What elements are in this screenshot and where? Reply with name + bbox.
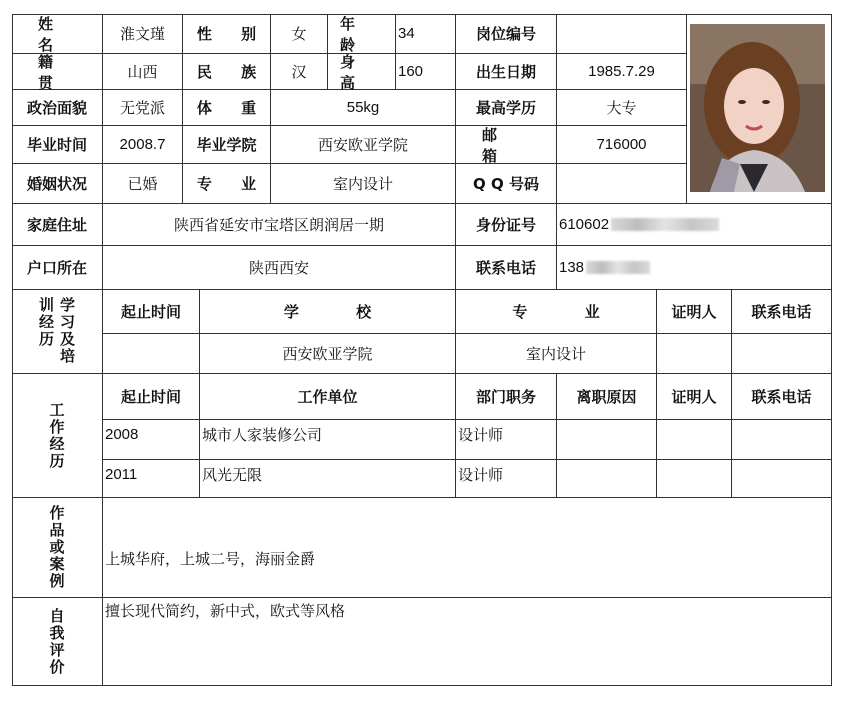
label-phone: 联系电话 (456, 246, 557, 290)
label-marital: 婚姻状况 (12, 164, 103, 204)
value-ethnic: 汉 (271, 54, 328, 90)
edu-row-period (103, 334, 200, 374)
value-id-no (557, 204, 832, 246)
edu-row-contact (732, 334, 832, 374)
label-weight: 体 重 (183, 90, 271, 126)
edu-header-contact: 联系电话 (732, 290, 832, 334)
label-hukou: 户口所在 (12, 246, 103, 290)
value-native: 山西 (103, 54, 183, 90)
label-qq: Q Q 号码 (456, 164, 557, 204)
id-no-visible: 610602 (559, 216, 610, 233)
label-works-section: 作品或案例 (12, 498, 103, 598)
edu-header-school: 学 校 (200, 290, 456, 334)
work-row-1-witness (657, 420, 732, 460)
label-politics: 政治面貌 (12, 90, 103, 126)
work-row-2-period: 2011 (103, 460, 200, 498)
value-education: 大专 (557, 90, 687, 126)
work-header-contact: 联系电话 (732, 374, 832, 420)
label-school: 毕业学院 (183, 126, 271, 164)
work-header-period: 起止时间 (103, 374, 200, 420)
value-politics: 无党派 (103, 90, 183, 126)
value-hukou: 陕西西安 (103, 246, 456, 290)
self-eval-content: 擅长现代简约，新中式，欧式等风格 (103, 598, 832, 686)
value-age: 34 (396, 14, 456, 54)
work-row-2-role: 设计师 (456, 460, 557, 498)
value-phone (557, 246, 832, 290)
label-self-section: 自我评价 (12, 598, 103, 686)
label-education: 最高学历 (456, 90, 557, 126)
label-native: 籍 贯 (12, 54, 103, 90)
label-major: 专 业 (183, 164, 271, 204)
value-birth: 1985.7.29 (557, 54, 687, 90)
value-address: 陕西省延安市宝塔区朗润居一期 (103, 204, 456, 246)
label-edu-section: 学习及培训经历 (12, 290, 103, 374)
value-gender: 女 (271, 14, 328, 54)
id-no-redacted (611, 218, 719, 231)
label-gender: 性 别 (183, 14, 271, 54)
value-post-no (557, 14, 687, 54)
label-birth: 出生日期 (456, 54, 557, 90)
label-ethnic: 民 族 (183, 54, 271, 90)
edu-row-witness (657, 334, 732, 374)
label-grad-time: 毕业时间 (12, 126, 103, 164)
label-name: 姓 名 (12, 14, 103, 54)
label-address: 家庭住址 (12, 204, 103, 246)
value-height: 160 (396, 54, 456, 90)
edu-header-witness: 证明人 (657, 290, 732, 334)
phone-visible: 138 (559, 259, 585, 276)
label-postcode: 邮 箱 (456, 126, 557, 164)
edu-header-major: 专 业 (456, 290, 657, 334)
value-school: 西安欧亚学院 (271, 126, 456, 164)
work-row-1-reason (557, 420, 657, 460)
work-row-2-contact (732, 460, 832, 498)
work-row-2-company: 风光无限 (200, 460, 456, 498)
phone-redacted (586, 261, 650, 274)
work-header-reason: 离职原因 (557, 374, 657, 420)
value-grad-time: 2008.7 (103, 126, 183, 164)
value-weight: 55kg (271, 90, 456, 126)
work-header-company: 工作单位 (200, 374, 456, 420)
work-row-1-role: 设计师 (456, 420, 557, 460)
work-header-witness: 证明人 (657, 374, 732, 420)
work-row-1-contact (732, 420, 832, 460)
label-work-section: 工作经历 (12, 374, 103, 498)
work-row-1-period: 2008 (103, 420, 200, 460)
value-major: 室内设计 (271, 164, 456, 204)
work-header-role: 部门职务 (456, 374, 557, 420)
works-content: 上城华府，上城二号，海丽金爵 (103, 498, 832, 598)
work-row-1-company: 城市人家装修公司 (200, 420, 456, 460)
value-qq (557, 164, 687, 204)
label-post-no: 岗位编号 (456, 14, 557, 54)
work-row-2-reason (557, 460, 657, 498)
label-age: 年 龄 (328, 14, 396, 54)
work-row-2-witness (657, 460, 732, 498)
edu-row-major: 室内设计 (456, 334, 657, 374)
value-name: 淮文瑾 (103, 14, 183, 54)
edu-header-period: 起止时间 (103, 290, 200, 334)
label-id-no: 身份证号 (456, 204, 557, 246)
value-postcode: 716000 (557, 126, 687, 164)
label-height: 身 高 (328, 54, 396, 90)
profile-photo (690, 24, 825, 192)
edu-row-school: 西安欧亚学院 (200, 334, 456, 374)
value-marital: 已婚 (103, 164, 183, 204)
